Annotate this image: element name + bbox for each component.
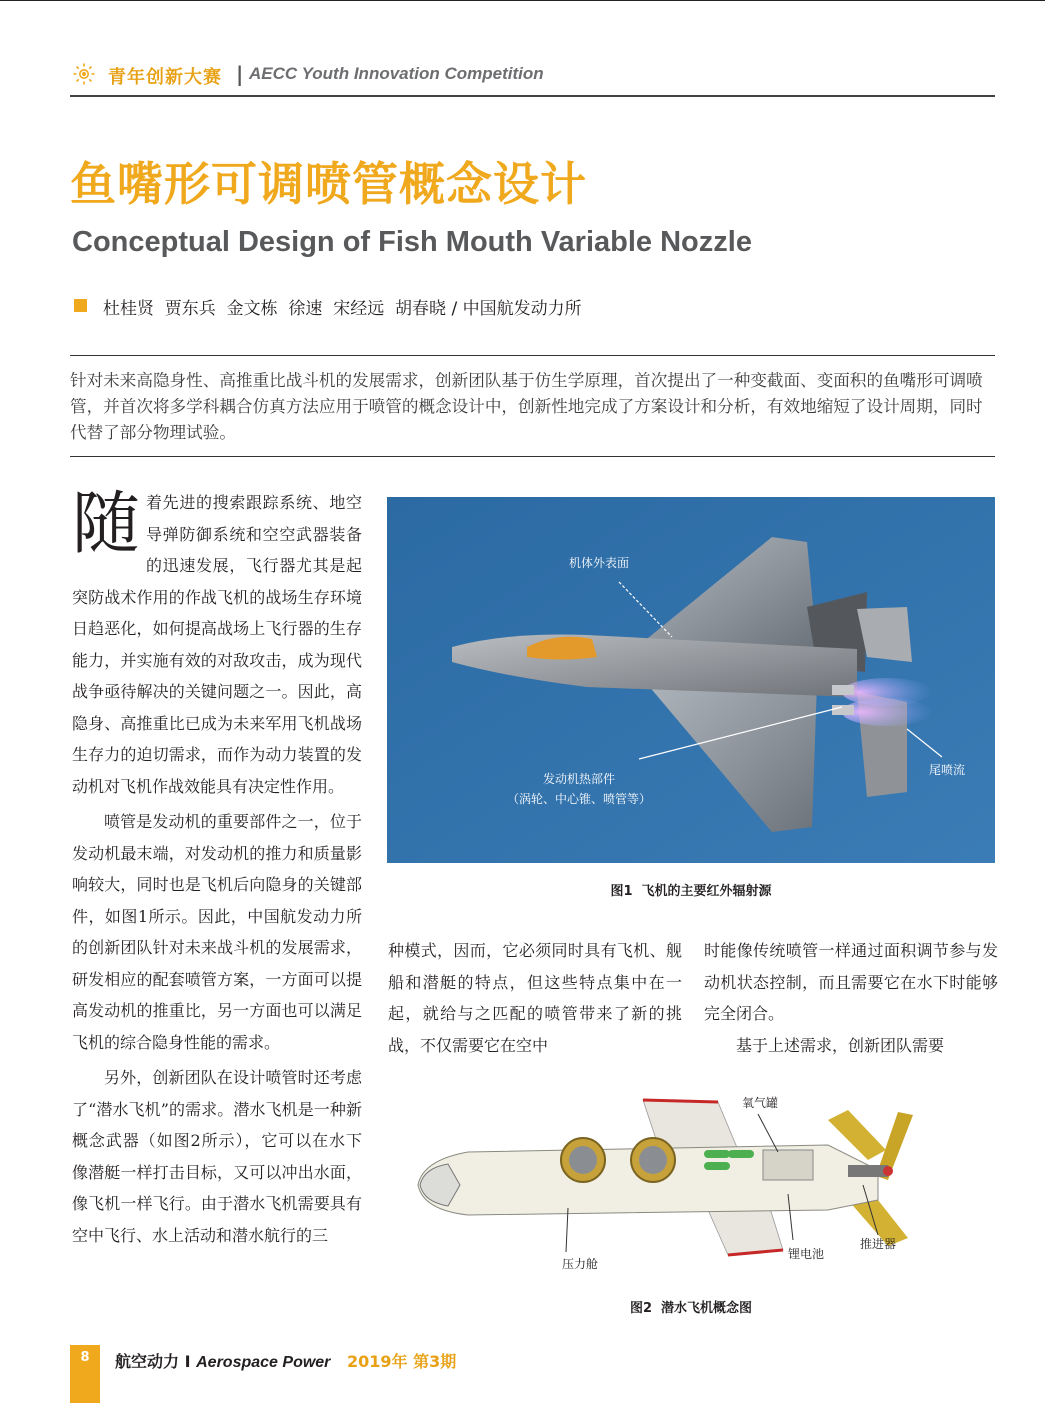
article-title-en: Conceptual Design of Fish Mouth Variable Nozzle [72, 226, 752, 258]
paragraph-3: 另外，创新团队在设计喷管时还考虑了“潜水飞机”的需求。潜水飞机是一种新概念武器（如图2所示），它可以在水下像潜艇一样打击目标，又可以冲出水面，像飞机一样飞行。由于潜水飞机需要具有空中飞行、水上活动和潜水航行的三 [72, 1068, 362, 1245]
paragraph-1: 着先进的搜索跟踪系统、地空导弹防御系统和空空武器装备的迅速发展，飞行器尤其是起突防战术作用的作战飞机的战场生存环境日趋恶化，如何提高战场上飞行器的生存能力，并实施有效的对敌攻击，成为现代战争亟待解决的关键问题之一。因此，高隐身、高推重比已成为未来军用飞机战场生存力的迫切需求，而作为动力装置的发动机对飞机作战效能具有决定性作用。 [72, 493, 362, 796]
top-rule [0, 0, 1045, 1]
journal-separator: I [184, 1352, 191, 1371]
label-exhaust-plume: 尾喷流 [928, 763, 966, 777]
abstract-bottom-rule [70, 456, 995, 457]
header-separator: | [236, 62, 244, 86]
article-title-cn: 鱼嘴形可调喷管概念设计 [70, 157, 587, 211]
paragraph-2: 喷管是发动机的重要部件之一，位于发动机最末端，对发动机的推力和质量影响较大，同时也是飞机后向隐身的关键部件，如图1所示。因此，中国航发动力所的创新团队针对未来战斗机的发展需求，研发相应的配套喷管方案，一方面可以提高发动机的推重比，另一方面也可以满足飞机的综合隐身性能的需求。 [72, 812, 362, 1052]
dropcap: 随 [72, 485, 141, 564]
header-rule [70, 95, 995, 97]
label-lithium-battery: 锂电池 [787, 1247, 825, 1261]
label-engine-hot-parts-detail: （涡轮、中心锥、喷管等） [506, 792, 652, 806]
label-airframe-surface: 机体外表面 [568, 556, 630, 570]
page-number: 8 [80, 1350, 90, 1365]
paragraph-col3-2: 基于上述需求，创新团队需要 [736, 1035, 945, 1055]
figure-2-submersible-aircraft [408, 1090, 948, 1290]
figure-1-jet-photo [387, 497, 995, 863]
label-oxygen-tank: 氧气罐 [741, 1096, 779, 1110]
figure-2-caption: 图2 潜水飞机概念图 [629, 1301, 753, 1316]
body-column-2: 种模式，因而，它必须同时具有飞机、舰船和潜艇的特点，但这些特点集中在一起，就给与之匹配的喷管带来了新的挑战，不仅需要它在空中 [388, 941, 682, 1055]
sun-logo-icon [72, 62, 96, 86]
series-title-en: AECC Youth Innovation Competition [249, 64, 544, 83]
abstract: 针对未来高隐身性、高推重比战斗机的发展需求，创新团队基于仿生学原理，首次提出了一种变截面、变面积的鱼嘴形可调喷管，并首次将多学科耦合仿真方法应用于喷管的概念设计中，创新性地完成了方案设计和分析，有效地缩短了设计周期，同时代替了部分物理试验。 [70, 371, 983, 442]
label-thruster: 推进器 [859, 1237, 897, 1251]
journal-name [115, 1349, 330, 1372]
body-column-3 [704, 935, 998, 1061]
abstract-top-rule [70, 355, 995, 356]
label-pressure-cabin: 压力舱 [561, 1257, 599, 1271]
figure-1-caption: 图1 飞机的主要红外辐射源 [610, 884, 772, 899]
paragraph-col3-1: 时能像传统喷管一样通过面积调节参与发动机状态控制，而且需要它在水下时能够完全闭合。 [704, 941, 998, 1023]
journal-name-cn: 航空动力 [115, 1352, 180, 1371]
author-line: 杜桂贤 贾东兵 金文栋 徐速 宋经远 胡春晓 / 中国航发动力所 [103, 299, 582, 319]
series-title-cn: 青年创新大赛 [108, 67, 222, 88]
body-column-1 [72, 487, 362, 1251]
issue-label: 2019年 第3期 [347, 1352, 457, 1371]
label-engine-hot-parts: 发动机热部件 [542, 772, 616, 786]
journal-name-en: Aerospace Power [196, 1354, 331, 1371]
author-marker [74, 299, 87, 312]
